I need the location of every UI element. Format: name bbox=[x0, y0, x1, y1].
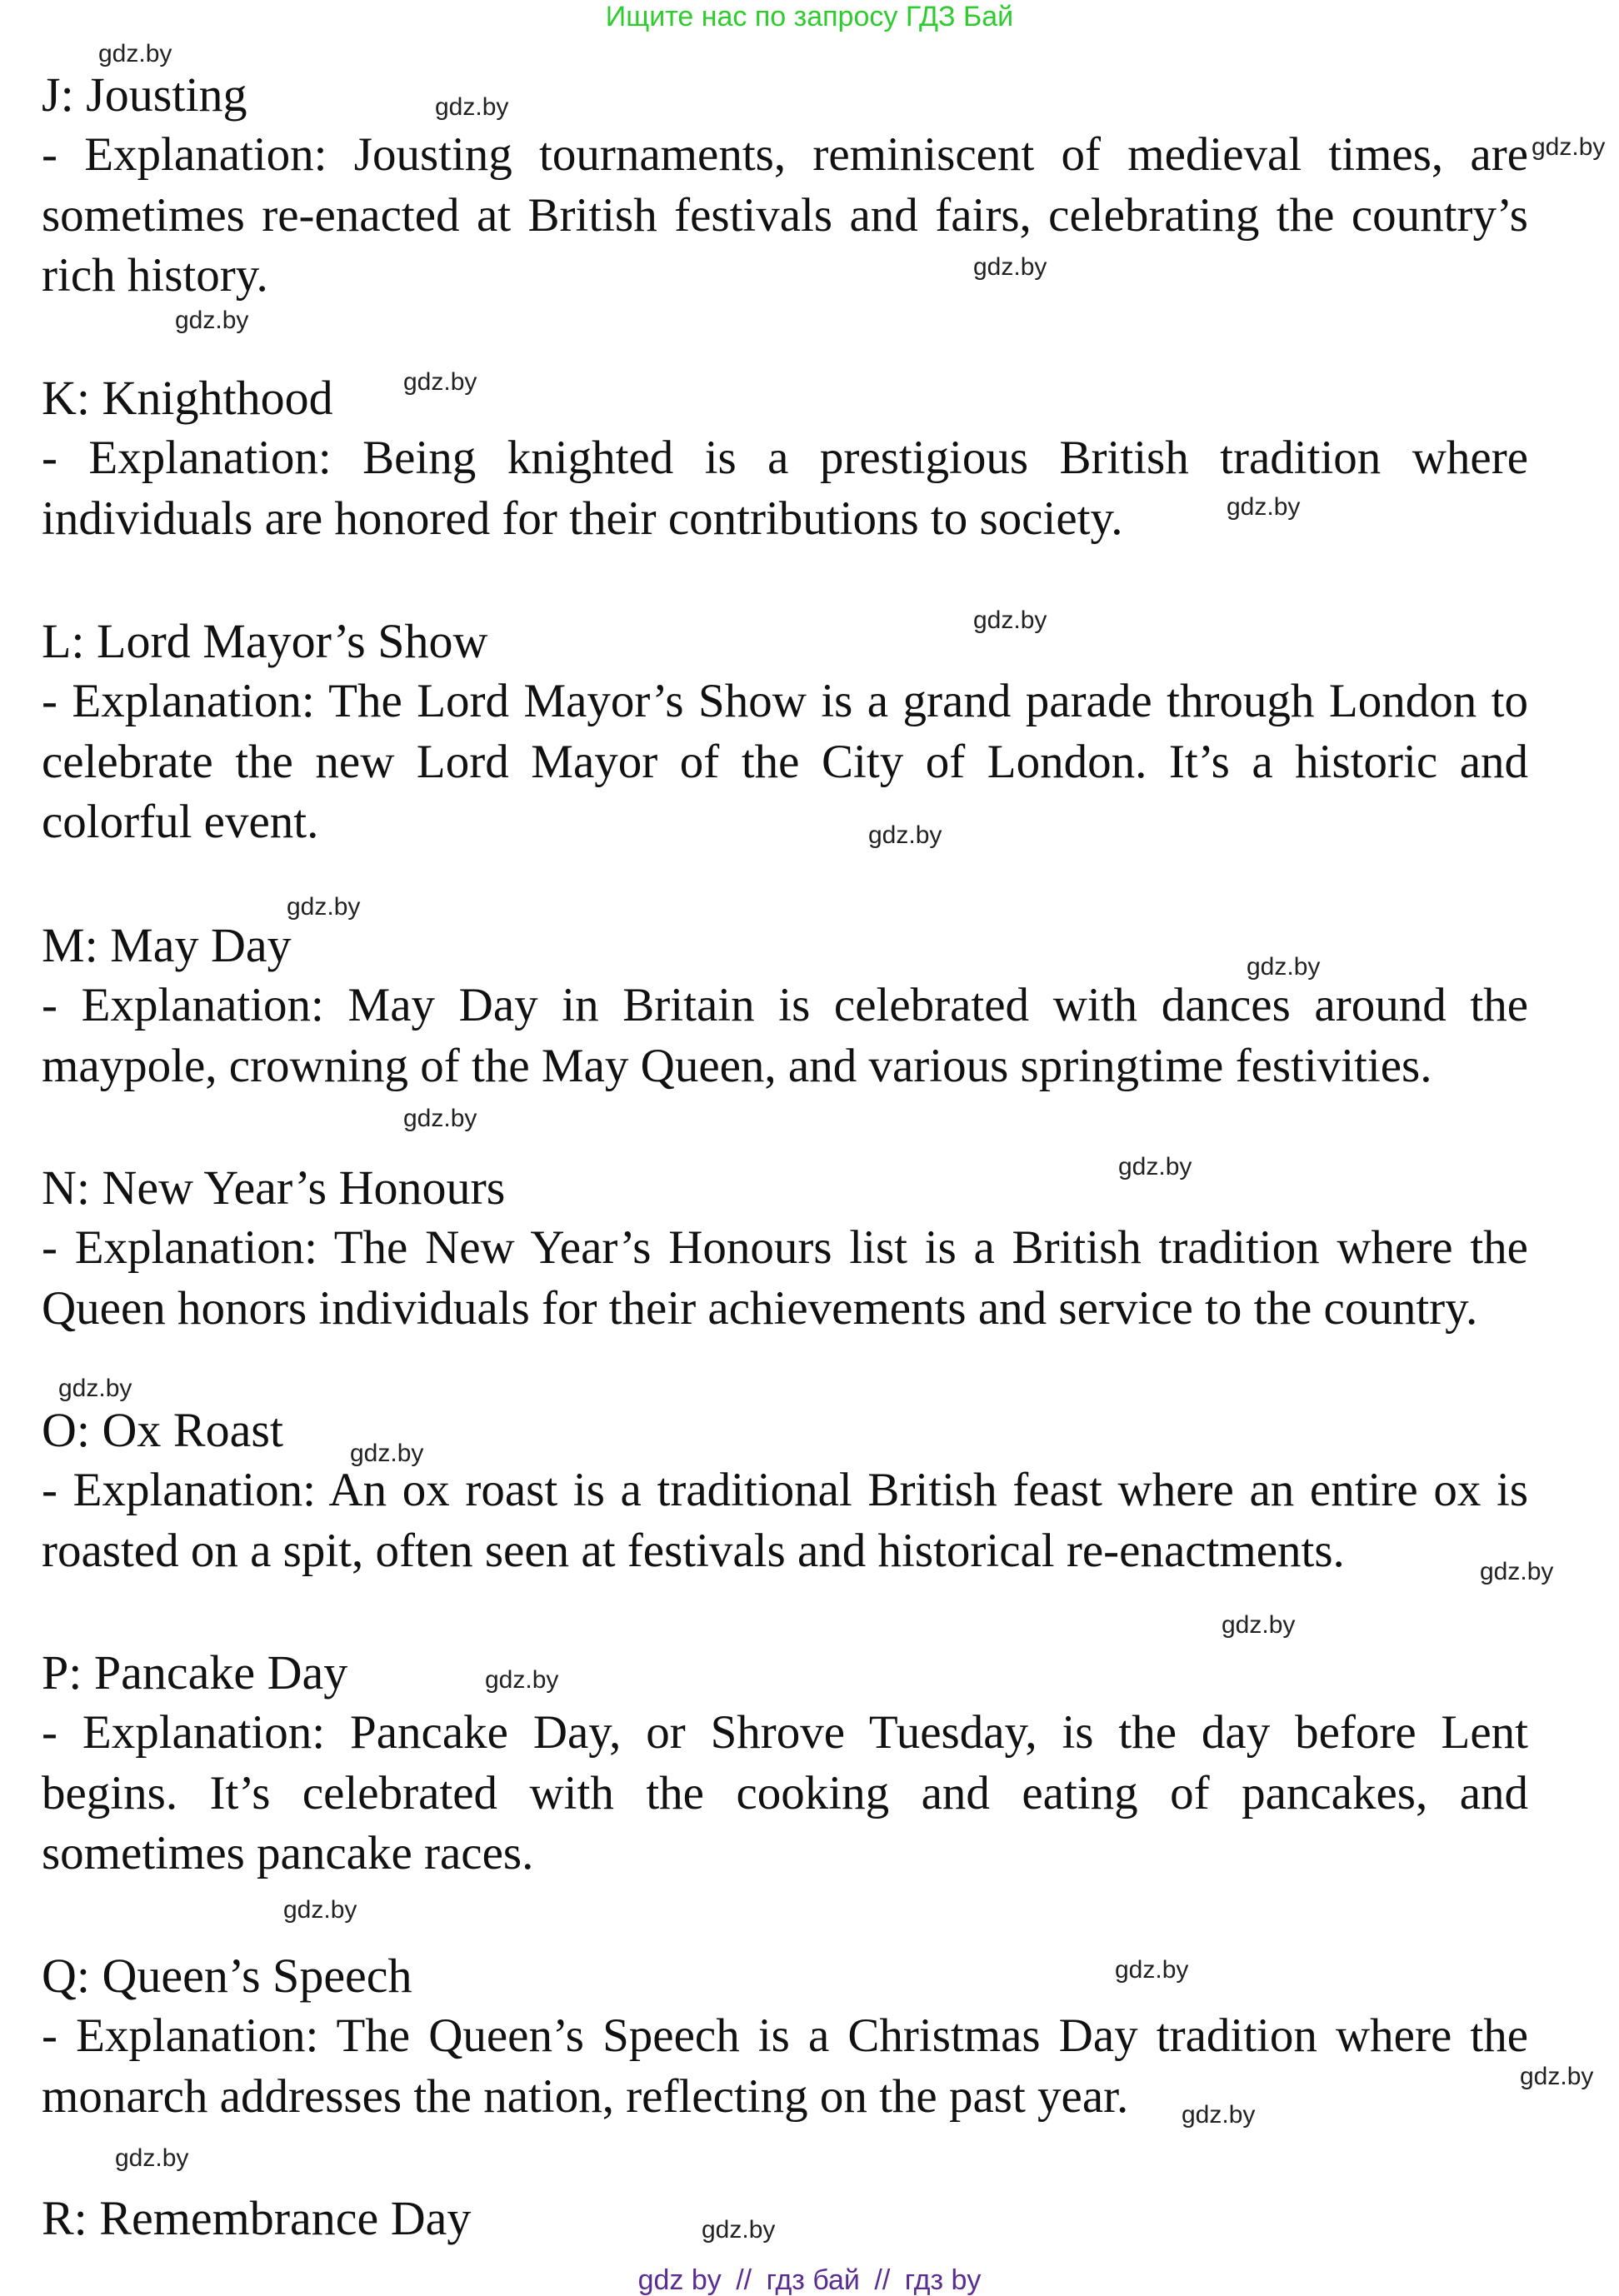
entry-explanation: - Explanation: The Lord Mayor’s Show is a grand parade through London to celebrate the new Lord Mayor of the City of London. It’s a historic and colorful event. bbox=[42, 675, 1528, 848]
footer-links bbox=[0, 2264, 1619, 2296]
entry-term: N: New Year’s Honours bbox=[42, 1160, 506, 1215]
watermark: gdz.by bbox=[403, 1105, 477, 1132]
entry-j bbox=[42, 65, 1528, 307]
watermark: gdz.by bbox=[868, 821, 942, 849]
entry-m bbox=[42, 916, 1528, 1096]
footer-link-gdz-by[interactable]: gdz by bbox=[637, 2264, 722, 2296]
watermark: gdz.by bbox=[58, 1375, 132, 1402]
entry-l bbox=[42, 611, 1528, 853]
entry-explanation: - Explanation: The New Year’s Honours list is a British tradition where the Queen honors individuals for their achievements and service to the country. bbox=[42, 1221, 1528, 1335]
entry-explanation: - Explanation: Pancake Day, or Shrove Tuesday, is the day before Lent begins. It’s celebrated with the cooking and eating of pancakes, and sometimes pancake races. bbox=[42, 1706, 1528, 1879]
entry-o bbox=[42, 1400, 1528, 1581]
entry-explanation: - Explanation: May Day in Britain is celebrated with dances around the maypole, crowning of the May Queen, and various springtime festivities. bbox=[42, 979, 1528, 1092]
watermark: gdz.by bbox=[973, 253, 1047, 281]
watermark: gdz.by bbox=[1227, 493, 1301, 521]
watermark: gdz.by bbox=[702, 2216, 776, 2244]
watermark: gdz.by bbox=[175, 307, 249, 334]
entry-p bbox=[42, 1643, 1528, 1884]
watermark: gdz.by bbox=[1222, 1611, 1296, 1639]
entry-term: P: Pancake Day bbox=[42, 1645, 348, 1700]
watermark: gdz.by bbox=[1115, 1956, 1189, 1984]
watermark: gdz.by bbox=[287, 893, 361, 921]
watermark: gdz.by bbox=[115, 2144, 189, 2172]
watermark: gdz.by bbox=[98, 40, 172, 67]
watermark: gdz.by bbox=[1532, 133, 1606, 161]
watermark: gdz.by bbox=[1247, 953, 1321, 981]
entry-k bbox=[42, 368, 1528, 549]
entry-term: O: Ox Roast bbox=[42, 1403, 283, 1457]
entry-term: J: Jousting bbox=[42, 67, 247, 122]
footer-link-gdz-by-cyr[interactable]: гдз by bbox=[904, 2264, 982, 2296]
entry-term: L: Lord Mayor’s Show bbox=[42, 614, 488, 668]
entry-term: Q: Queen’s Speech bbox=[42, 1949, 412, 2003]
watermark: gdz.by bbox=[1182, 2101, 1256, 2129]
search-hint-link[interactable]: Ищите нас по запросу ГДЗ Бай bbox=[605, 1, 1014, 32]
watermark: gdz.by bbox=[1520, 2063, 1594, 2090]
entry-term: M: May Day bbox=[42, 918, 292, 972]
entry-explanation: - Explanation: Being knighted is a prestigious British tradition where individuals are honored for their contributions to society. bbox=[42, 432, 1528, 545]
watermark: gdz.by bbox=[1118, 1153, 1192, 1180]
entry-term: K: Knighthood bbox=[42, 371, 333, 425]
entry-n bbox=[42, 1158, 1528, 1339]
watermark: gdz.by bbox=[485, 1666, 559, 1694]
entry-term: R: Remembrance Day bbox=[42, 2191, 472, 2245]
watermark: gdz.by bbox=[435, 93, 509, 121]
footer-separator: // bbox=[736, 2264, 752, 2296]
watermark: gdz.by bbox=[283, 1896, 357, 1924]
watermark: gdz.by bbox=[350, 1440, 424, 1467]
entry-explanation: - Explanation: An ox roast is a traditional British feast where an entire ox is roasted on a spit, often seen at festivals and historical re-enactments. bbox=[42, 1464, 1528, 1577]
entry-q bbox=[42, 1946, 1528, 2127]
entry-r bbox=[42, 2189, 1528, 2249]
watermark: gdz.by bbox=[403, 368, 477, 396]
footer-link-gdz-bay[interactable]: гдз бай bbox=[766, 2264, 860, 2296]
watermark: gdz.by bbox=[973, 606, 1047, 634]
footer-separator: // bbox=[874, 2264, 891, 2296]
watermark: gdz.by bbox=[1480, 1558, 1554, 1585]
entry-explanation: - Explanation: Jousting tournaments, reminiscent of medieval times, are sometimes re-enacted at British festivals and fairs, celebrating the country’s rich history. bbox=[42, 128, 1528, 302]
entry-explanation: - Explanation: The Queen’s Speech is a Christmas Day tradition where the monarch addresses the nation, reflecting on the past year. bbox=[42, 2009, 1528, 2123]
